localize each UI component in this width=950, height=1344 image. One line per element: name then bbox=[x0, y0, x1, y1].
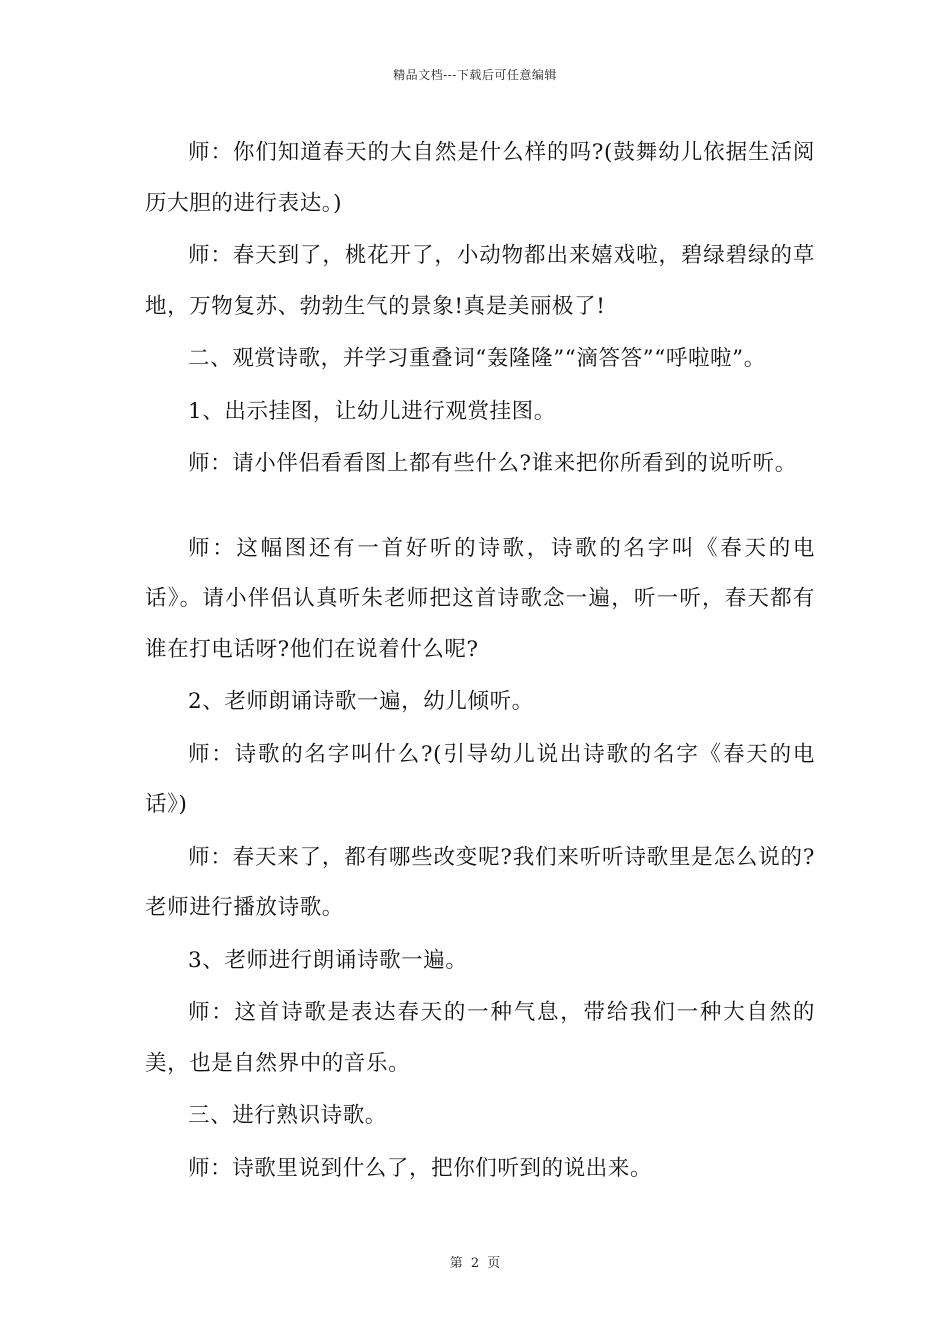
page-number-prefix: 第 bbox=[449, 1256, 463, 1271]
page-number: 2 bbox=[470, 1256, 480, 1271]
paragraph-teacher-what-heard: 师：诗歌里说到什么了，把你们听到的说出来。 bbox=[188, 1155, 653, 1181]
step-show-picture: 1、出示挂图，让幼儿进行观赏挂图。 bbox=[188, 398, 556, 424]
page-header: 精品文档---下载后可任意编辑 bbox=[393, 68, 557, 82]
paragraph-teacher-poem-meaning: 师：这首诗歌是表达春天的一种气息，带给我们一种大自然的美，也是自然界中的音乐。 bbox=[145, 1000, 815, 1076]
section-heading-appreciate-poem: 二、观赏诗歌，并学习重叠词“轰隆隆”“滴答答”“呼啦啦”。 bbox=[188, 346, 766, 371]
page-footer bbox=[0, 1252, 950, 1271]
document-body bbox=[145, 128, 815, 1196]
page-number-suffix: 页 bbox=[487, 1256, 501, 1271]
paragraph-teacher-question-nature: 师：你们知道春天的大自然是什么样的吗?(鼓舞幼儿依据生活阅历大胆的进行表达。) bbox=[145, 140, 815, 216]
paragraph-teacher-spring-changes: 师：春天来了，都有哪些改变呢?我们来听听诗歌里是怎么说的?老师进行播放诗歌。 bbox=[145, 844, 815, 920]
paragraph-teacher-ask-poem-name: 师：诗歌的名字叫什么?(引导幼儿说出诗歌的名字《春天的电话》) bbox=[145, 741, 815, 817]
step-teacher-recite-again: 3、老师进行朗诵诗歌一遍。 bbox=[188, 947, 468, 973]
paragraph-teacher-look-picture: 师：请小伴侣看看图上都有些什么?谁来把你所看到的说听听。 bbox=[188, 451, 797, 476]
step-teacher-recite: 2、老师朗诵诗歌一遍，幼儿倾听。 bbox=[188, 689, 534, 714]
paragraph-teacher-poem-name: 师：这幅图还有一首好听的诗歌，诗歌的名字叫《春天的电话》。请小伴侣认真听朱老师把这首诗歌念一遍，听一听，春天都有谁在打电话呀?他们在说着什么呢? bbox=[145, 535, 815, 662]
paragraph-teacher-spring-arrived: 师：春天到了，桃花开了，小动物都出来嬉戏啦，碧绿碧绿的草地，万物复苏、勃勃生气的景象!真是美丽极了! bbox=[145, 243, 815, 319]
section-heading-familiarize-poem: 三、进行熟识诗歌。 bbox=[188, 1103, 387, 1128]
